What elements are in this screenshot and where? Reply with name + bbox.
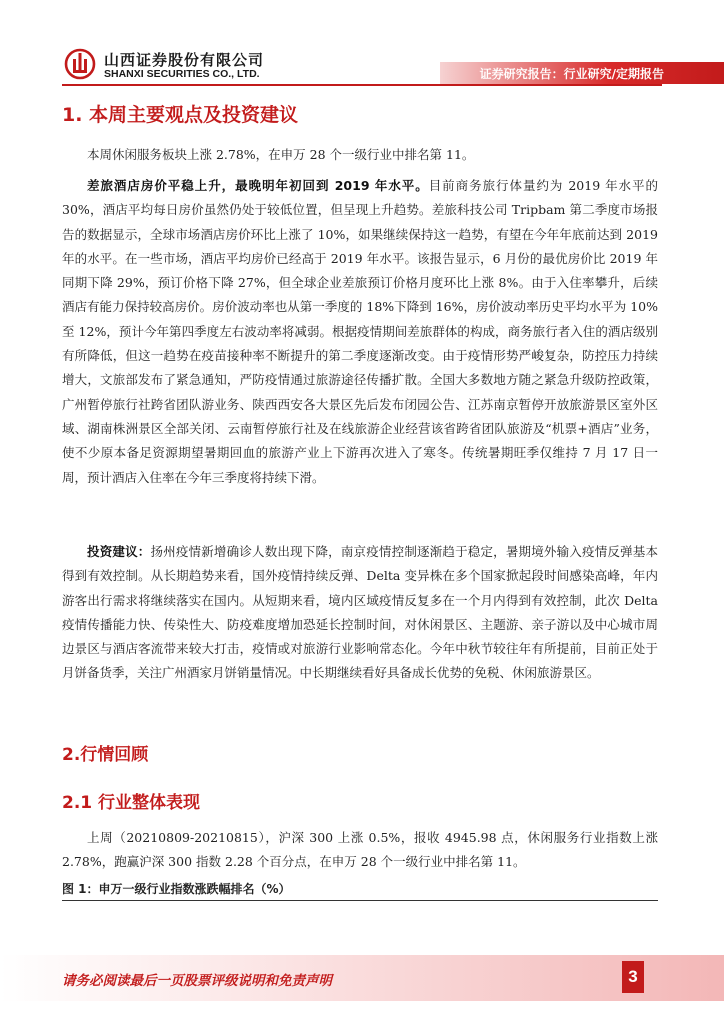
section-2-paragraph-1: 上周（20210809-20210815），沪深 300 上涨 0.5%，报收 4945.98 点，休闲服务行业指数上涨 2.78%，跑赢沪深 300 指数 2.28 个百分点，在申万 28 个一级行业中排名第 11。: [62, 830, 658, 870]
section-2-title: 2.行情回顾: [62, 745, 149, 765]
shanxi-securities-logo-icon: [64, 48, 96, 80]
hotel-price-body: 目前商务旅行体量约为 2019 年水平的 30%，酒店平均每日房价虽然仍处于较低位置，但呈现上升趋势。差旅科技公司 Tripbam 第二季度市场报告的数据显示，全球市场酒店房价环比上涨了 10%，如果继续保持这一趋势，有望在今年年底前达到 2019 年的水平。在一些市场，酒店平均房价已经高于 2019 年水平。该报告显示，6 月份的最优房价比 2019 年同期下降 29%，预订价格下降 27%，但全球企业差旅预订价格月度环比上涨 8%。由于入住率攀升，后续酒店有能力保持较高房价。房价波动率也从第一季度的 18%下降到 16%，房价波动率历史平均水平为 10%至 12%，预计今年第四季度左右波动率将减弱。根据疫情期间差旅群体的构成，商务旅行者入住的酒店级别有所降低，但这一趋势在疫苗接种率不断提升的第二季度逐渐改变。由于疫情形势严峻复杂，防控压力持续增大，文旅部发布了紧急通知，严防疫情通过旅游途径传播扩散。全国大多数地方随之紧急升级防控政策，广州暂停旅行社跨省团队游业务、陕西西安各大景区先后发布闭园公告、江苏南京暂停开放旅游景区室外区域、湖南株洲景区全部关闭、云南暂停旅行社及在线旅游企业经营该省跨省团队旅游及“机票+酒店”业务，使不少原本备足资源期望暑期回血的旅游产业上下游再次进入了寒冬。传统暑期旺季仅维持 7 月 17 日一周，预计酒店入住率在今年三季度将持续下滑。: [62, 178, 658, 485]
section-1-paragraph-1: 本周休闲服务板块上涨 2.78%，在申万 28 个一级行业中排名第 11。: [87, 147, 475, 162]
section-1-title: 1. 本周主要观点及投资建议: [62, 104, 299, 126]
section-1-paragraph-3: [62, 540, 658, 686]
figure-1-divider: [62, 900, 658, 901]
page-number: 3: [622, 961, 644, 993]
hotel-price-highlight: 差旅酒店房价平稳上升，最晚明年初回到 2019 年水平。: [87, 178, 429, 193]
investment-advice-body: 扬州疫情新增确诊人数出现下降，南京疫情控制逐渐趋于稳定，暑期境外输入疫情反弹基本得到有效控制。从长期趋势来看，国外疫情持续反弹、Delta 变异株在多个国家掀起段时间感染高峰，年内游客出行需求将继续落实在国内。从短期来看，境内区域疫情反复多在一个月内得到有效控制，此次 Delta 疫情传播能力快、传染性大、防疫难度增加恐延长控制时间，对休闲景区、主题游、亲子游以及中心城市周边景区与酒店客流带来较大打击，疫情或对旅游行业影响常态化。今年中秋节较往年有所提前，目前正处于月饼备货季，关注广州酒家月饼销量情况。中长期继续看好具备成长优势的免税、休闲旅游景区。: [62, 544, 658, 681]
report-type-label: 证券研究报告：行业研究/定期报告: [479, 67, 664, 81]
company-name-cn: 山西证券股份有限公司: [104, 51, 265, 69]
section-2-1-title: 2.1 行业整体表现: [62, 793, 201, 813]
page-header: [0, 0, 724, 92]
footer-disclaimer: 请务必阅读最后一页股票评级说明和免责声明: [62, 973, 332, 989]
investment-advice-label: 投资建议：: [87, 544, 151, 559]
report-type-band: [440, 62, 724, 84]
header-divider: [62, 84, 662, 86]
company-name-en: SHANXI SECURITIES CO., LTD.: [104, 68, 260, 80]
page-footer: [0, 955, 724, 1001]
section-1-paragraph-2: [62, 174, 658, 490]
figure-1-caption: 图 1：申万一级行业指数涨跌幅排名（%）: [62, 882, 291, 896]
